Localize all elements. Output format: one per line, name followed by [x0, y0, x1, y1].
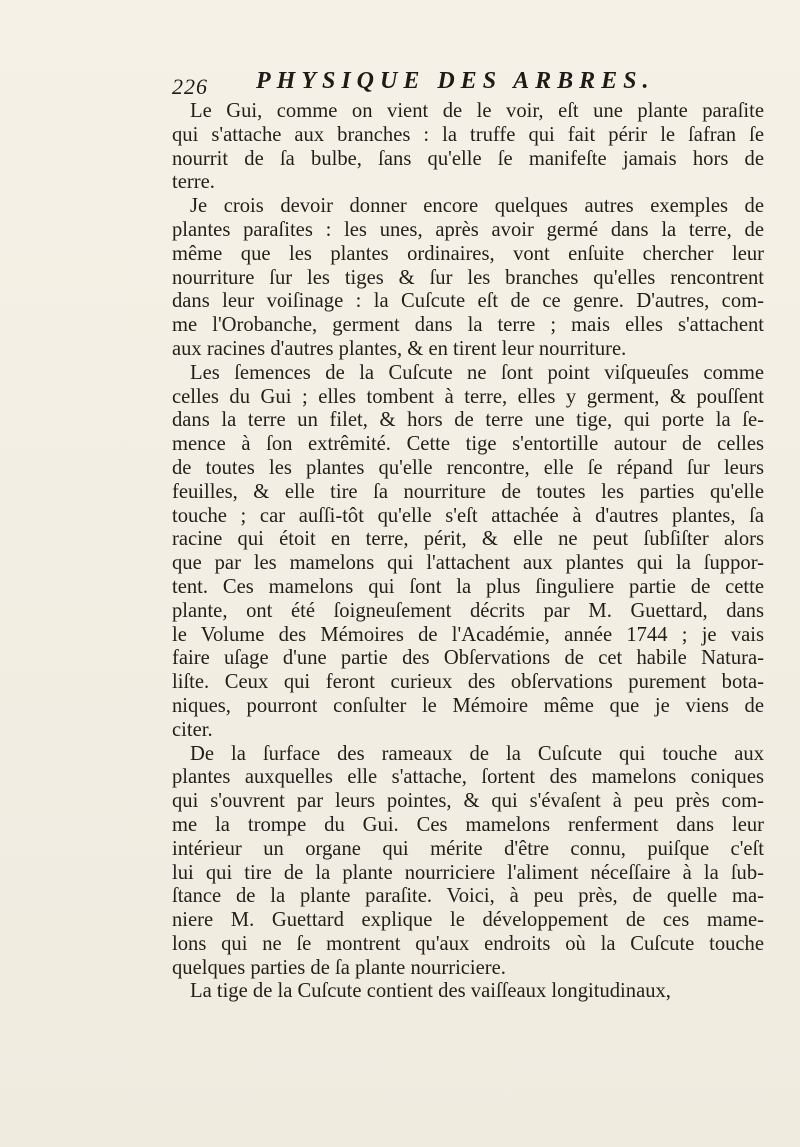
text-line: Le Gui, comme on vient de le voir, eſt une plante paraſite [190, 100, 764, 122]
text-line: feuilles, & elle tire ſa nourriture de toutes les parties qu'elle [172, 480, 764, 503]
body-text [172, 100, 764, 1004]
text-line: quelques parties de ſa plante nourriciere. [172, 956, 506, 979]
text-line: qui s'ouvrent par leurs pointes, & qui s'évaſent à peu près com- [172, 790, 764, 813]
text-line: ſtance de la plante paraſite. Voici, à peu près, de quelle ma- [172, 885, 764, 908]
text-line: nourrit de ſa bulbe, ſans qu'elle ſe manifeſte jamais hors de [172, 147, 764, 170]
text-line: niques, pourront conſulter le Mémoire même que je viens de [172, 694, 764, 717]
text-line: qui s'attache aux branches : la truffe qui fait périr le ſafran ſe [172, 123, 764, 146]
running-title: PHYSIQUE DES ARBRES. [256, 68, 655, 94]
text-line: liſte. Ceux qui feront curieux des obſervations purement bota- [172, 671, 764, 694]
text-line: dans la terre un filet, & hors de terre une tige, qui porte la ſe- [172, 409, 764, 432]
running-head [172, 64, 655, 99]
text-line: terre. [172, 171, 215, 194]
text-line: De la ſurface des rameaux de la Cuſcute qui touche aux [190, 742, 764, 765]
text-line: plantes paraſites : les unes, après avoir germé dans la terre, de [172, 218, 764, 241]
text-line: dans leur voiſinage : la Cuſcute eſt de ce genre. D'autres, com- [172, 290, 764, 313]
paragraph [172, 980, 764, 1004]
text-line: le Volume des Mémoires de l'Académie, année 1744 ; je vais [172, 623, 764, 646]
text-line: faire uſage d'une partie des Obſervations de cet habile Natura- [172, 647, 764, 670]
text-line: mence à ſon extrêmité. Cette tige s'entortille autour de celles [172, 433, 764, 456]
text-line: même que les plantes ordinaires, vont enſuite chercher leur [172, 242, 764, 265]
paragraph [172, 195, 764, 362]
text-line: me la trompe du Gui. Ces mamelons renferment dans leur [172, 813, 764, 836]
text-line: aux racines d'autres plantes, & en tirent leur nourriture. [172, 337, 627, 360]
text-line: de toutes les plantes qu'elle rencontre, elle ſe répand ſur leurs [172, 456, 764, 479]
text-line: touche ; car auſſi-tôt qu'elle s'eſt attachée à d'autres plantes, ſa [172, 504, 764, 527]
text-line: intérieur un organe qui mérite d'être connu, puiſque c'eſt [172, 837, 764, 860]
text-line: La tige de la Cuſcute contient des vaiſſeaux longitudinaux, [190, 980, 671, 1003]
page-number: 226 [172, 74, 208, 99]
text-line: celles du Gui ; elles tombent à terre, elles y germent, & pouſſent [172, 385, 764, 408]
text-line: nourriture ſur les tiges & ſur les branches qu'elles rencontrent [172, 266, 764, 289]
text-line: lui qui tire de la plante nourriciere l'aliment néceſſaire à la ſub- [172, 861, 764, 884]
text-line: Les ſemences de la Cuſcute ne ſont point viſqueuſes comme [190, 361, 764, 384]
text-line: plante, ont été ſoigneuſement décrits par M. Guettard, dans [172, 599, 764, 622]
text-line: me l'Orobanche, germent dans la terre ; mais elles s'attachent [172, 314, 764, 337]
text-line: que par les mamelons qui l'attachent aux plantes qui la ſuppor- [172, 552, 764, 575]
paragraph [172, 362, 764, 743]
text-line: tent. Ces mamelons qui ſont la plus ſinguliere partie de cette [172, 575, 764, 598]
text-line: citer. [172, 718, 213, 741]
text-line: lons qui ne ſe montrent qu'aux endroits où la Cuſcute touche [172, 932, 764, 955]
paragraph [172, 100, 764, 195]
text-line: plantes auxquelles elle s'attache, ſortent des mamelons coniques [172, 766, 764, 789]
text-line: niere M. Guettard explique le développement de ces mame- [172, 909, 764, 932]
text-line: racine qui étoit en terre, périt, & elle ne peut ſubſiſter alors [172, 528, 764, 551]
paragraph [172, 743, 764, 981]
text-line: Je crois devoir donner encore quelques autres exemples de [190, 195, 764, 218]
